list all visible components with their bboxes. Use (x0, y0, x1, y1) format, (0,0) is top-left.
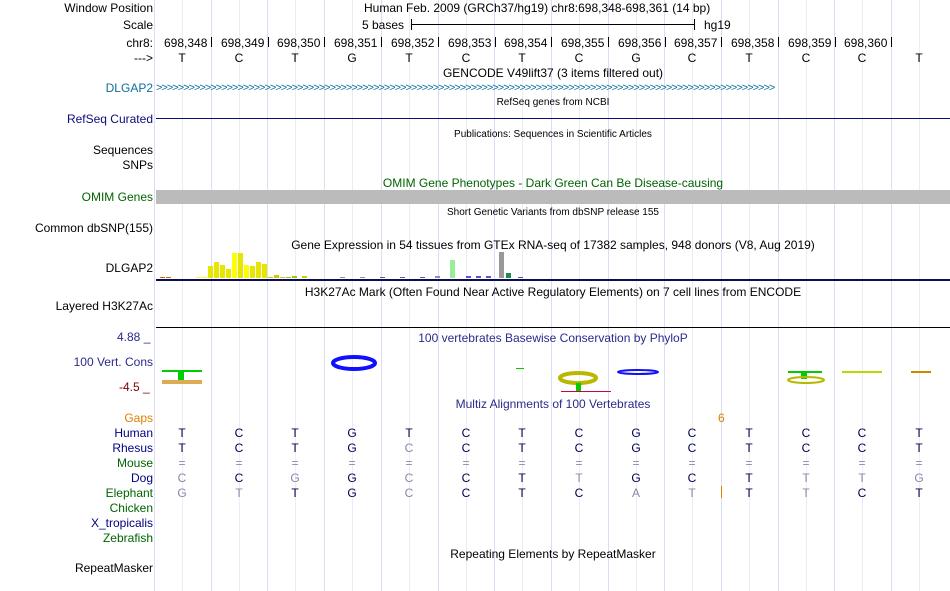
species-label[interactable]: Chicken (109, 501, 153, 515)
species-base: T (745, 441, 753, 455)
omim-gene-feature[interactable] (156, 190, 950, 204)
reference-base: G (347, 51, 357, 65)
refseq-label[interactable]: RefSeq Curated (66, 112, 153, 126)
gap-marker (721, 486, 722, 498)
gtex-tissue-bar[interactable] (435, 276, 440, 278)
logo-c-2 (618, 370, 658, 374)
species-base: A (631, 486, 640, 500)
phylop-label[interactable]: 100 Vert. Cons (73, 355, 153, 369)
species-label[interactable]: Elephant (105, 486, 153, 500)
gtex-tissue-bar[interactable] (518, 277, 523, 278)
species-base: T (235, 486, 243, 500)
pubs-track-title: Publications: Sequences in Scientific Articles (454, 129, 652, 140)
species-base: G (631, 471, 641, 485)
omim-label[interactable]: OMIM Genes (81, 190, 153, 204)
strand-label: ---> (134, 51, 153, 65)
species-base: = (462, 456, 470, 470)
gtex-gene-line (156, 279, 950, 281)
gaps-label[interactable]: Gaps (124, 411, 153, 425)
reference-base: C (574, 51, 584, 65)
reference-base: T (291, 51, 299, 65)
species-base: = (688, 456, 696, 470)
species-base: T (745, 471, 753, 485)
reference-base: C (857, 51, 867, 65)
coordinate-label: 698,348 (164, 36, 208, 50)
logo-bar-2 (178, 370, 184, 380)
species-base: C (801, 426, 811, 440)
gtex-tissue-bar[interactable] (340, 277, 345, 278)
scale-bar-left-tick (411, 19, 412, 30)
species-label[interactable]: Zebrafish (102, 531, 153, 545)
gtex-tissue-bar[interactable] (208, 266, 213, 278)
species-base: = (915, 456, 923, 470)
h3k27ac-label[interactable]: Layered H3K27Ac (55, 299, 153, 313)
logo-bar-9 (911, 371, 931, 373)
species-base: C (234, 426, 244, 440)
logo-bar-5 (561, 391, 611, 392)
coordinate-label: 698,360 (844, 36, 888, 50)
gtex-tissue-bar[interactable] (268, 277, 273, 278)
species-base: G (914, 471, 924, 485)
species-base: = (235, 456, 243, 470)
gtex-tissue-bar[interactable] (214, 262, 219, 278)
species-base: T (915, 486, 923, 500)
multiz-track-title: Multiz Alignments of 100 Vertebrates (455, 397, 651, 411)
coordinate-tick (211, 37, 212, 47)
species-base: G (631, 426, 641, 440)
logo-mark-1 (516, 368, 524, 369)
species-label[interactable]: Mouse (116, 456, 153, 470)
logo-c-1 (560, 373, 596, 383)
species-base: C (461, 426, 471, 440)
gtex-tissue-bar[interactable] (166, 277, 171, 278)
coordinate-tick (438, 37, 439, 47)
species-base: = (745, 456, 753, 470)
gtex-tissue-bar[interactable] (232, 253, 237, 278)
species-base: C (687, 471, 697, 485)
species-base: T (915, 426, 923, 440)
scale-bar (411, 24, 695, 25)
gtex-tissue-bar[interactable] (499, 252, 504, 278)
species-base: C (687, 441, 697, 455)
scale-label: Scale (122, 18, 153, 32)
logo-bar-4 (576, 383, 581, 391)
species-base: T (178, 426, 186, 440)
pubs-label-sequences[interactable]: Sequences (92, 143, 153, 157)
scale-text: 5 bases (362, 18, 405, 32)
gtex-tissue-bar[interactable] (400, 277, 405, 278)
species-label[interactable]: X_tropicalis (90, 516, 153, 530)
species-base: C (234, 471, 244, 485)
refseq-track-title: RefSeq genes from NCBI (496, 97, 610, 108)
species-label[interactable]: Rhesus (112, 441, 153, 455)
gtex-tissue-bar[interactable] (466, 276, 471, 278)
coordinate-tick (381, 37, 382, 47)
gtex-tissue-bar[interactable] (274, 275, 279, 278)
gtex-tissue-bar[interactable] (486, 276, 491, 278)
gtex-tissue-bar[interactable] (506, 273, 511, 278)
gtex-tissue-bar[interactable] (360, 277, 365, 278)
coordinate-tick (778, 37, 779, 47)
species-base: T (688, 486, 696, 500)
gtex-tissue-bar[interactable] (220, 265, 225, 278)
species-base: = (178, 456, 186, 470)
phylop-min-value: -4.5 _ (119, 380, 150, 394)
species-base: C (574, 426, 584, 440)
species-base: T (518, 486, 526, 500)
h3k27ac-baseline (156, 327, 950, 328)
species-label[interactable]: Dog (130, 471, 153, 485)
coordinate-label: 698,349 (221, 36, 265, 50)
species-base: = (518, 456, 526, 470)
gtex-tissue-bar[interactable] (226, 269, 231, 278)
scale-bar-right-tick (694, 19, 695, 30)
coordinate-tick (665, 37, 666, 47)
species-label[interactable]: Human (114, 426, 153, 440)
species-base: G (347, 486, 357, 500)
gtex-tissue-bar[interactable] (196, 277, 201, 278)
assembly-title: Human Feb. 2009 (GRCh37/hg19) chr8:698,348-698,361 (14 bp) (364, 1, 711, 15)
coordinate-tick (268, 37, 269, 47)
reference-base: T (745, 51, 753, 65)
gtex-tissue-bar[interactable] (450, 260, 455, 278)
species-base: = (348, 456, 356, 470)
gtex-tissue-bar[interactable] (280, 277, 285, 278)
species-base: C (687, 426, 697, 440)
gtex-tissue-bar[interactable] (292, 276, 297, 278)
species-base: = (802, 456, 810, 470)
species-base: T (291, 486, 299, 500)
coordinate-label: 698,356 (618, 36, 662, 50)
species-base: G (177, 486, 187, 500)
species-base: T (915, 441, 923, 455)
window-position-label: Window Position (64, 1, 153, 15)
species-base: C (234, 441, 244, 455)
reference-base: C (234, 51, 244, 65)
rmsk-label[interactable]: RepeatMasker (74, 561, 153, 575)
coordinate-tick (324, 37, 325, 47)
gtex-tissue-bar[interactable] (238, 253, 243, 278)
species-base: T (518, 471, 526, 485)
omim-track-title: OMIM Gene Phenotypes - Dark Green Can Be Disease-causing (382, 176, 724, 190)
species-base: = (575, 456, 583, 470)
coordinate-label: 698,351 (334, 36, 378, 50)
species-base: C (574, 441, 584, 455)
coordinate-label: 698,350 (277, 36, 321, 50)
coordinate-label: 698,352 (391, 36, 435, 50)
gtex-tissue-bar[interactable] (286, 277, 291, 278)
species-base: C (404, 486, 414, 500)
pubs-label-snps[interactable]: SNPs (122, 158, 153, 172)
species-base: = (632, 456, 640, 470)
species-base: C (801, 441, 811, 455)
gtex-tissue-bar[interactable] (256, 262, 261, 278)
reference-base: C (461, 51, 471, 65)
refseq-gene-line[interactable] (156, 118, 950, 119)
phylop-logo-plot[interactable] (156, 350, 950, 395)
species-base: C (404, 441, 414, 455)
logo-g-large (333, 357, 375, 369)
gaps-count: 6 (718, 411, 725, 425)
species-base: G (347, 426, 357, 440)
species-base: T (291, 426, 299, 440)
logo-bar-3 (162, 380, 202, 384)
coordinate-label: 698,357 (674, 36, 718, 50)
species-base: G (290, 471, 300, 485)
coordinate-label: 698,354 (504, 36, 548, 50)
gtex-tissue-bar[interactable] (420, 277, 425, 278)
rmsk-track-title: Repeating Elements by RepeatMasker (450, 547, 656, 561)
species-base: T (575, 471, 583, 485)
species-base: T (291, 441, 299, 455)
reference-base: T (405, 51, 413, 65)
gencode-gene-label[interactable]: DLGAP2 (105, 81, 153, 95)
species-base: T (178, 441, 186, 455)
species-base: G (631, 441, 641, 455)
species-base: C (461, 471, 471, 485)
species-base: G (347, 441, 357, 455)
species-base: T (518, 426, 526, 440)
species-base: C (177, 471, 187, 485)
species-base: T (802, 471, 810, 485)
species-base: T (518, 441, 526, 455)
reference-base: T (178, 51, 186, 65)
gencode-track-title: GENCODE V49lift37 (3 items filtered out) (442, 66, 664, 80)
coordinate-label: 698,355 (561, 36, 605, 50)
dbsnp-label[interactable]: Common dbSNP(155) (34, 221, 153, 235)
h3k27ac-track-title: H3K27Ac Mark (Often Found Near Active Regulatory Elements) on 7 cell lines from ENCODE (304, 285, 802, 299)
gencode-gene-feature[interactable]: >>>>>>>>>>>>>>>>>>>>>>>>>>>>>>>>>>>>>>>>>>>>>>>>>>>>>>>>>>>>>>>>>>>>>>>>>>>>>>>>>>>>>>>>>>>>>>>>>>>>>>>>>>>>>>>>>> (156, 82, 775, 94)
gtex-tissue-bar[interactable] (302, 276, 307, 278)
coordinate-tick (721, 37, 722, 47)
species-base: = (405, 456, 413, 470)
gridline (154, 0, 155, 591)
gtex-track-title: Gene Expression in 54 tissues from GTEx RNA-seq of 17382 samples, 948 donors (V8, Aug 2019) (291, 238, 815, 252)
species-base: C (857, 426, 867, 440)
coordinate-tick (835, 37, 836, 47)
species-base: T (745, 426, 753, 440)
scale-db: hg19 (704, 18, 731, 32)
gtex-tissue-bar[interactable] (160, 277, 165, 278)
chrom-label: chr8: (126, 36, 153, 50)
species-base: C (404, 471, 414, 485)
species-base: T (745, 486, 753, 500)
reference-base: T (518, 51, 526, 65)
species-base: C (574, 486, 584, 500)
logo-bar-8 (842, 371, 882, 373)
species-base: C (461, 486, 471, 500)
gtex-tissue-bar[interactable] (244, 265, 249, 278)
phylop-max-value: 4.88 _ (117, 330, 151, 344)
coordinate-tick (891, 37, 892, 47)
dbsnp-track-title: Short Genetic Variants from dbSNP release 155 (447, 207, 659, 218)
species-base: = (291, 456, 299, 470)
coordinate-label: 698,359 (788, 36, 832, 50)
reference-base: G (631, 51, 641, 65)
gtex-tissue-bar[interactable] (250, 266, 255, 278)
phylop-track-title: 100 vertebrates Basewise Conservation by PhyloP (418, 331, 688, 345)
logo-c-3 (788, 377, 824, 383)
reference-base: C (687, 51, 697, 65)
gtex-tissue-bar[interactable] (262, 264, 267, 278)
coordinate-label: 698,358 (731, 36, 775, 50)
species-base: C (461, 441, 471, 455)
gtex-tissue-bar[interactable] (202, 277, 207, 278)
gtex-tissue-bar[interactable] (380, 277, 385, 278)
coordinate-tick (551, 37, 552, 47)
species-base: C (857, 486, 867, 500)
species-base: C (857, 441, 867, 455)
species-base: T (858, 471, 866, 485)
species-base: = (858, 456, 866, 470)
coordinate-tick (495, 37, 496, 47)
gtex-tissue-bar[interactable] (476, 276, 481, 278)
coordinate-label: 698,353 (448, 36, 492, 50)
coordinate-tick (608, 37, 609, 47)
reference-base: C (801, 51, 811, 65)
reference-base: T (915, 51, 923, 65)
species-base: T (802, 486, 810, 500)
species-base: T (405, 426, 413, 440)
species-base: G (347, 471, 357, 485)
gtex-gene-label[interactable]: DLGAP2 (105, 261, 153, 275)
